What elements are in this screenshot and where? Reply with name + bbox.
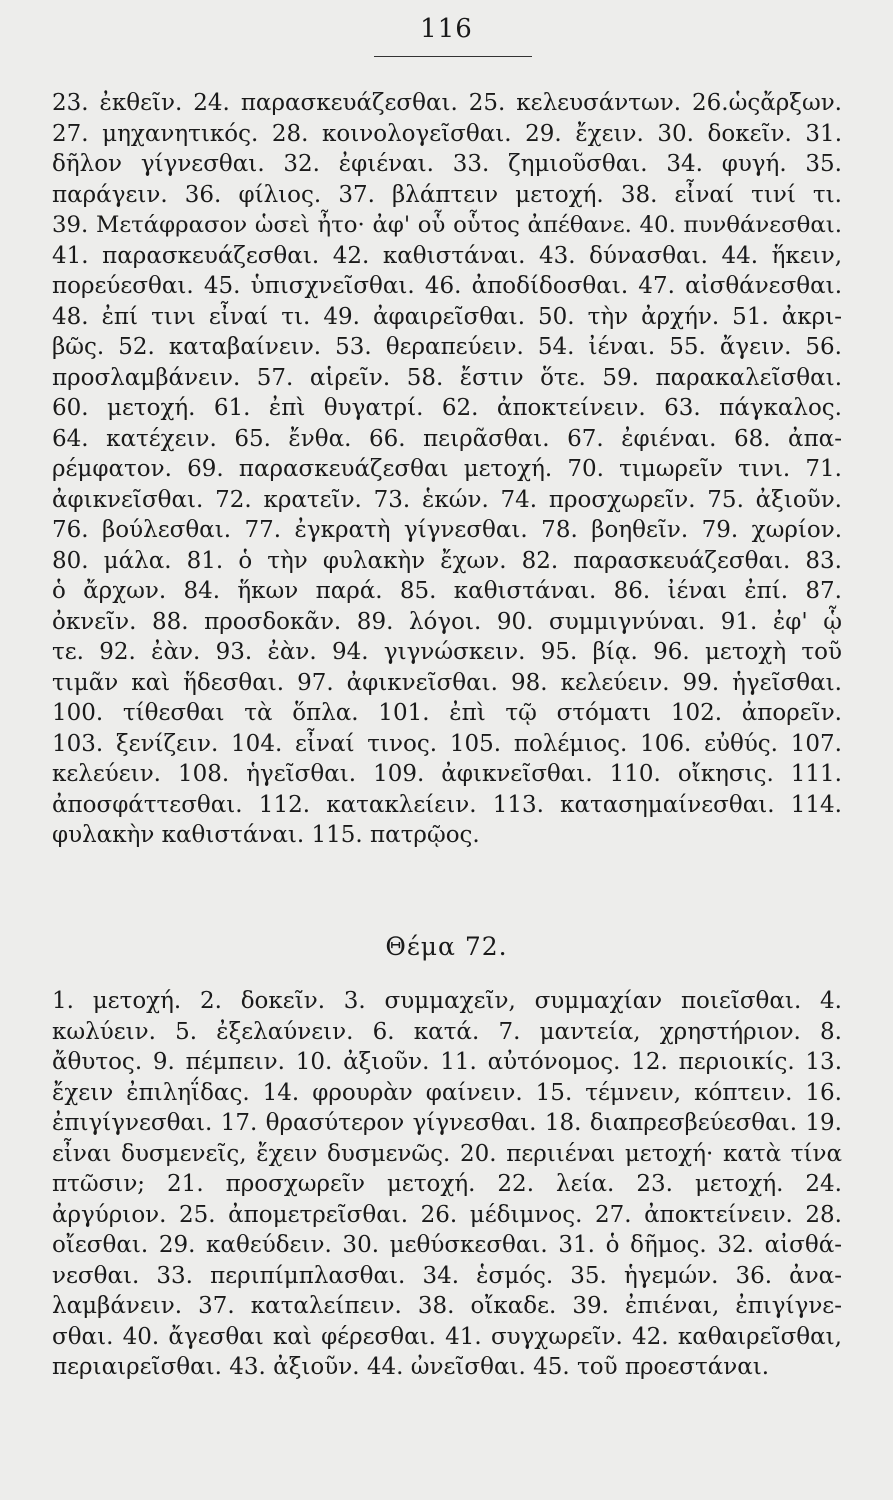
- text-line: ἀφικνεῖσθαι. 72. κρατεῖν. 73. ἑκών. 74. προσχωρεῖν. 75. ἀξιοῦν.: [52, 486, 842, 513]
- text-line: φυλακὴν καθιστάναι. 115. πατρῷος.: [52, 822, 480, 848]
- text-line: προσλαμβάνειν. 57. αἱρεῖν. 58. ἔστιν ὅτε. 59. παρακαλεῖσθαι.: [52, 364, 842, 391]
- text-line: περιαιρεῖσθαι. 43. ἀξιοῦν. 44. ὠνεῖσθαι. 45. τοῦ προεστάναι.: [52, 1354, 770, 1380]
- text-line: ἄθυτος. 9. πέμπειν. 10. ἀξιοῦν. 11. αὐτόνομος. 12. περιοικίς. 13.: [52, 1049, 842, 1075]
- text-line: πτῶσιν; 21. προσχωρεῖν μετοχή. 22. λεία. 23. μετοχή. 24.: [52, 1171, 842, 1197]
- text-line: 23. ἐκθεῖν. 24. παρασκευάζεσθαι. 25. κελευσάντων. 26.ὡςἄρξων.: [52, 90, 842, 116]
- text-line: εἶναι δυσμενεῖς, ἔχειν δυσμενῶς. 20. περιιέναι μετοχή· κατὰ τίνα: [52, 1140, 842, 1167]
- text-line: κωλύειν. 5. ἐξελαύνειν. 6. κατά. 7. μαντεία, χρηστήριον. 8.: [52, 1018, 842, 1045]
- text-line: 64. κατέχειν. 65. ἔνθα. 66. πειρᾶσθαι. 67. ἐφιέναι. 68. ἀπα-: [52, 425, 842, 452]
- section-title: Θέμα 72.: [385, 932, 508, 961]
- text-line: ὀκνεῖν. 88. προσδοκᾶν. 89. λόγοι. 90. συμμιγνύναι. 91. ἐφ' ᾧ: [52, 608, 842, 635]
- text-line: ἀποσφάττεσθαι. 112. κατακλείειν. 113. κατασημαίνεσθαι. 114.: [52, 791, 842, 818]
- answers-block-2: [52, 986, 842, 1383]
- text-line: 41. παρασκευάζεσθαι. 42. καθιστάναι. 43. δύνασθαι. 44. ἥκειν,: [52, 242, 842, 269]
- text-line: κελεύειν. 108. ἡγεῖσθαι. 109. ἀφικνεῖσθαι. 110. οἴκησις. 111.: [52, 761, 842, 787]
- header-rule: [374, 56, 532, 57]
- text-line: 39. Μετάφρασον ὡσεὶ ἦτο· ἀφ' οὗ οὗτος ἀπέθανε. 40. πυνθάνεσθαι.: [52, 212, 842, 238]
- text-line: βῶς. 52. καταβαίνειν. 53. θεραπεύειν. 54. ἰέναι. 55. ἄγειν. 56.: [52, 334, 842, 360]
- answers-block-1: [52, 88, 842, 851]
- text-line: 48. ἐπί τινι εἶναί τι. 49. ἀφαιρεῖσθαι. 50. τὴν ἀρχήν. 51. ἀκρι-: [52, 303, 842, 330]
- text-line: ἀργύριον. 25. ἀπομετρεῖσθαι. 26. μέδιμνος. 27. ἀποκτείνειν. 28.: [52, 1201, 842, 1228]
- text-line: 80. μάλα. 81. ὁ τὴν φυλακὴν ἔχων. 82. παρασκευάζεσθαι. 83.: [52, 547, 842, 574]
- text-line: ἔχειν ἐπιληΐδας. 14. φρουρὰν φαίνειν. 15. τέμνειν, κόπτειν. 16.: [52, 1079, 842, 1106]
- text-line: σθαι. 40. ἄγεσθαι καὶ φέρεσθαι. 41. συγχωρεῖν. 42. καθαιρεῖσθαι,: [52, 1323, 842, 1350]
- text-line: 1. μετοχή. 2. δοκεῖν. 3. συμμαχεῖν, συμμαχίαν ποιεῖσθαι. 4.: [52, 988, 842, 1014]
- text-line: 100. τίθεσθαι τὰ ὅπλα. 101. ἐπὶ τῷ στόματι 102. ἀπορεῖν.: [52, 700, 842, 726]
- text-line: 60. μετοχή. 61. ἐπὶ θυγατρί. 62. ἀποκτείνειν. 63. πάγκαλος.: [52, 395, 842, 421]
- text-line: οἴεσθαι. 29. καθεύδειν. 30. μεθύσκεσθαι. 31. ὁ δῆμος. 32. αἰσθά-: [52, 1232, 842, 1258]
- page-number: 116: [420, 14, 473, 44]
- text-line: 103. ξενίζειν. 104. εἶναί τινος. 105. πολέμιος. 106. εὐθύς. 107.: [52, 730, 842, 757]
- text-line: δῆλον γίγνεσθαι. 32. ἐφιέναι. 33. ζημιοῦσθαι. 34. φυγή. 35.: [52, 151, 842, 177]
- text-line: νεσθαι. 33. περιπίμπλασθαι. 34. ἑσμός. 35. ἡγεμών. 36. ἀνα-: [52, 1262, 842, 1289]
- text-line: τε. 92. ἐὰν. 93. ἐὰν. 94. γιγνώσκειν. 95. βίᾳ. 96. μετοχὴ τοῦ: [52, 639, 842, 665]
- text-line: ὁ ἄρχων. 84. ἥκων παρά. 85. καθιστάναι. 86. ἰέναι ἐπί. 87.: [52, 578, 842, 604]
- text-line: λαμβάνειν. 37. καταλείπειν. 38. οἴκαδε. 39. ἐπιέναι, ἐπιγίγνε-: [52, 1293, 842, 1319]
- text-line: τιμᾶν καὶ ἥδεσθαι. 97. ἀφικνεῖσθαι. 98. κελεύειν. 99. ἡγεῖσθαι.: [52, 669, 842, 696]
- text-line: ἐπιγίγνεσθαι. 17. θρασύτερον γίγνεσθαι. 18. διαπρεσβεύεσθαι. 19.: [52, 1110, 842, 1136]
- text-line: πορεύεσθαι. 45. ὑπισχνεῖσθαι. 46. ἀποδίδοσθαι. 47. αἰσθάνεσθαι.: [52, 273, 842, 299]
- text-line: 27. μηχανητικός. 28. κοινολογεῖσθαι. 29. ἔχειν. 30. δοκεῖν. 31.: [52, 120, 842, 147]
- text-line: 76. βούλεσθαι. 77. ἐγκρατὴ γίγνεσθαι. 78. βοηθεῖν. 79. χωρίον.: [52, 517, 842, 543]
- text-line: ρέμφατον. 69. παρασκευάζεσθαι μετοχή. 70. τιμωρεῖν τινι. 71.: [52, 456, 842, 482]
- text-line: παράγειν. 36. φίλιος. 37. βλάπτειν μετοχή. 38. εἶναί τινί τι.: [52, 181, 842, 208]
